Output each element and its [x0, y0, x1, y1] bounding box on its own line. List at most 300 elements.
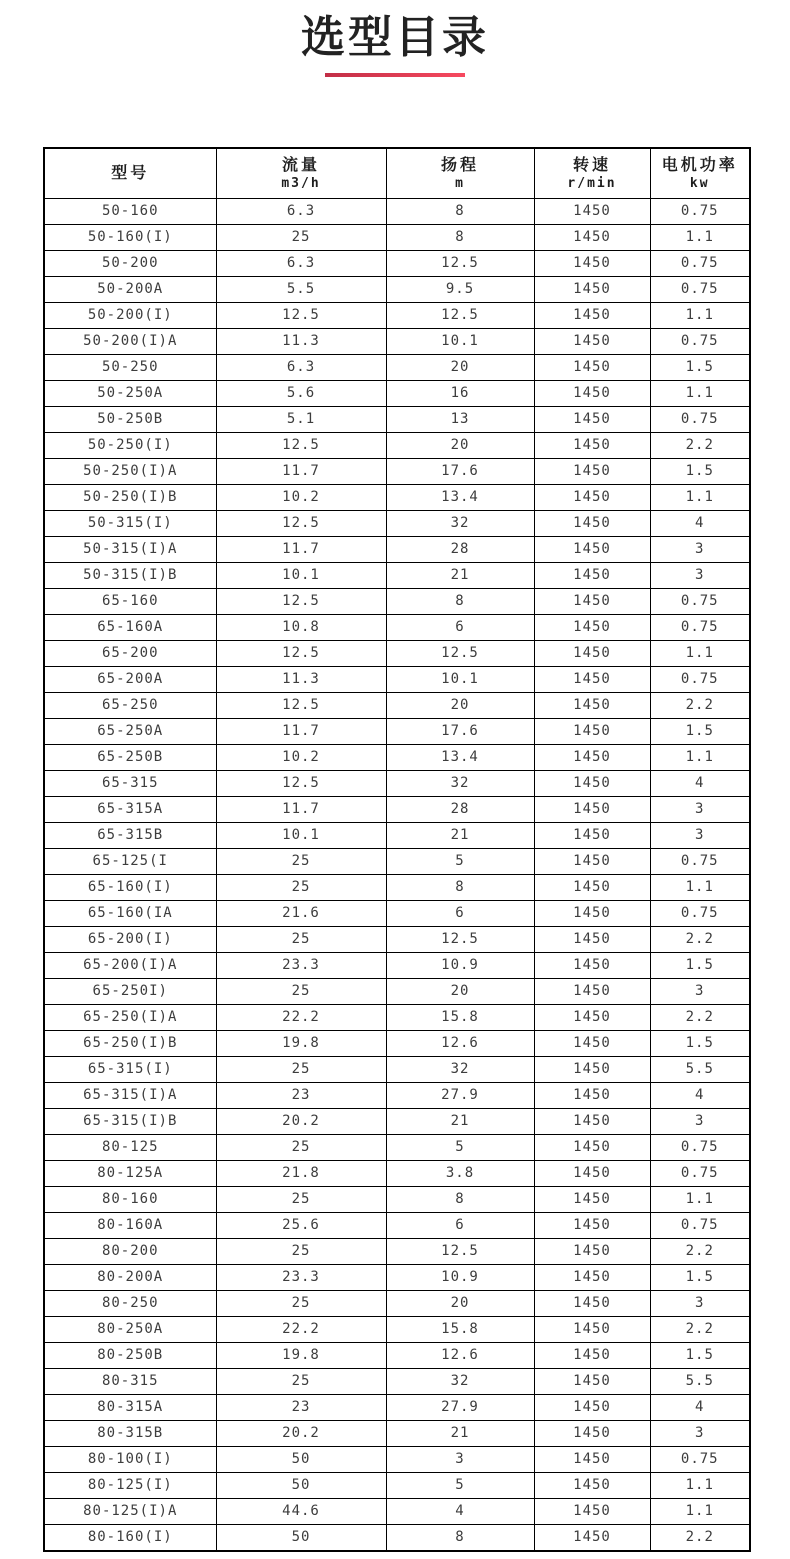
cell-head: 12.5 [386, 1238, 534, 1264]
cell-speed: 1450 [534, 536, 650, 562]
cell-speed: 1450 [534, 510, 650, 536]
table-row [44, 874, 750, 900]
cell-head: 13.4 [386, 744, 534, 770]
cell-head: 3.8 [386, 1160, 534, 1186]
table-row [44, 1238, 750, 1264]
cell-head: 6 [386, 1212, 534, 1238]
cell-flow: 5.5 [216, 276, 386, 302]
cell-flow: 10.2 [216, 484, 386, 510]
cell-flow: 12.5 [216, 432, 386, 458]
table-container [43, 147, 749, 1552]
cell-speed: 1450 [534, 276, 650, 302]
cell-head: 12.5 [386, 640, 534, 666]
cell-flow: 10.8 [216, 614, 386, 640]
cell-flow: 12.5 [216, 510, 386, 536]
cell-flow: 23.3 [216, 952, 386, 978]
cell-speed: 1450 [534, 562, 650, 588]
cell-head: 20 [386, 354, 534, 380]
table-row [44, 1264, 750, 1290]
cell-head: 32 [386, 770, 534, 796]
cell-model: 65-315(I)A [44, 1082, 216, 1108]
table-header-row [44, 148, 750, 199]
cell-power: 1.1 [650, 380, 750, 406]
cell-power: 3 [650, 1290, 750, 1316]
cell-flow: 23.3 [216, 1264, 386, 1290]
cell-head: 21 [386, 1420, 534, 1446]
cell-speed: 1450 [534, 1264, 650, 1290]
cell-power: 0.75 [650, 1134, 750, 1160]
cell-power: 2.2 [650, 1524, 750, 1551]
cell-head: 5 [386, 1472, 534, 1498]
table-row [44, 1524, 750, 1551]
table-row [44, 926, 750, 952]
column-label: 扬程 [440, 154, 479, 174]
cell-speed: 1450 [534, 900, 650, 926]
cell-power: 2.2 [650, 432, 750, 458]
table-row [44, 900, 750, 926]
table-row [44, 484, 750, 510]
cell-flow: 23 [216, 1394, 386, 1420]
cell-head: 20 [386, 692, 534, 718]
cell-head: 10.1 [386, 666, 534, 692]
cell-power: 0.75 [650, 900, 750, 926]
cell-speed: 1450 [534, 1186, 650, 1212]
cell-head: 8 [386, 1524, 534, 1551]
cell-power: 1.5 [650, 718, 750, 744]
table-row [44, 1498, 750, 1524]
cell-speed: 1450 [534, 978, 650, 1004]
cell-power: 0.75 [650, 250, 750, 276]
cell-flow: 10.1 [216, 822, 386, 848]
table-row [44, 978, 750, 1004]
cell-power: 3 [650, 562, 750, 588]
cell-flow: 50 [216, 1472, 386, 1498]
table-row [44, 1446, 750, 1472]
cell-flow: 25 [216, 874, 386, 900]
cell-model: 80-125A [44, 1160, 216, 1186]
cell-speed: 1450 [534, 952, 650, 978]
cell-head: 20 [386, 1290, 534, 1316]
table-row [44, 1212, 750, 1238]
table-row [44, 848, 750, 874]
cell-speed: 1450 [534, 718, 650, 744]
cell-model: 50-315(I) [44, 510, 216, 536]
cell-speed: 1450 [534, 1498, 650, 1524]
cell-head: 21 [386, 1108, 534, 1134]
cell-power: 1.1 [650, 1472, 750, 1498]
table-row [44, 614, 750, 640]
cell-head: 32 [386, 1368, 534, 1394]
cell-flow: 44.6 [216, 1498, 386, 1524]
cell-power: 0.75 [650, 666, 750, 692]
cell-model: 80-200 [44, 1238, 216, 1264]
table-row [44, 640, 750, 666]
cell-model: 65-160(IA [44, 900, 216, 926]
cell-speed: 1450 [534, 640, 650, 666]
cell-head: 32 [386, 1056, 534, 1082]
cell-model: 50-250 [44, 354, 216, 380]
cell-speed: 1450 [534, 302, 650, 328]
cell-model: 65-315 [44, 770, 216, 796]
table-row [44, 952, 750, 978]
cell-model: 80-125 [44, 1134, 216, 1160]
cell-power: 3 [650, 1108, 750, 1134]
cell-model: 80-125(I)A [44, 1498, 216, 1524]
cell-model: 50-315(I)B [44, 562, 216, 588]
cell-speed: 1450 [534, 1446, 650, 1472]
cell-head: 12.5 [386, 250, 534, 276]
cell-head: 10.1 [386, 328, 534, 354]
cell-model: 80-125(I) [44, 1472, 216, 1498]
cell-speed: 1450 [534, 796, 650, 822]
table-row [44, 1290, 750, 1316]
cell-model: 80-100(I) [44, 1446, 216, 1472]
cell-head: 4 [386, 1498, 534, 1524]
cell-model: 50-250(I) [44, 432, 216, 458]
cell-head: 5 [386, 1134, 534, 1160]
cell-flow: 11.7 [216, 458, 386, 484]
cell-speed: 1450 [534, 224, 650, 250]
table-row [44, 796, 750, 822]
cell-head: 13 [386, 406, 534, 432]
cell-head: 10.9 [386, 1264, 534, 1290]
table-row [44, 1030, 750, 1056]
cell-speed: 1450 [534, 614, 650, 640]
cell-speed: 1450 [534, 432, 650, 458]
cell-speed: 1450 [534, 926, 650, 952]
table-row [44, 1160, 750, 1186]
cell-head: 12.5 [386, 926, 534, 952]
cell-flow: 23 [216, 1082, 386, 1108]
cell-head: 6 [386, 900, 534, 926]
cell-speed: 1450 [534, 692, 650, 718]
cell-power: 1.5 [650, 952, 750, 978]
cell-power: 0.75 [650, 328, 750, 354]
cell-head: 16 [386, 380, 534, 406]
cell-head: 32 [386, 510, 534, 536]
cell-power: 2.2 [650, 1004, 750, 1030]
table-row [44, 224, 750, 250]
cell-speed: 1450 [534, 1394, 650, 1420]
cell-flow: 25 [216, 1134, 386, 1160]
cell-head: 28 [386, 536, 534, 562]
cell-flow: 25 [216, 1186, 386, 1212]
cell-head: 8 [386, 1186, 534, 1212]
cell-speed: 1450 [534, 1316, 650, 1342]
cell-model: 80-160 [44, 1186, 216, 1212]
cell-power: 2.2 [650, 692, 750, 718]
cell-flow: 22.2 [216, 1316, 386, 1342]
cell-head: 9.5 [386, 276, 534, 302]
page-title: 选型目录 [301, 12, 489, 63]
cell-power: 4 [650, 1082, 750, 1108]
cell-model: 50-250(I)A [44, 458, 216, 484]
cell-power: 3 [650, 536, 750, 562]
cell-power: 1.1 [650, 1186, 750, 1212]
cell-flow: 25 [216, 1238, 386, 1264]
column-label: 转速 [572, 154, 611, 174]
cell-flow: 5.1 [216, 406, 386, 432]
table-row [44, 822, 750, 848]
cell-flow: 11.7 [216, 796, 386, 822]
cell-power: 1.5 [650, 354, 750, 380]
cell-head: 12.6 [386, 1030, 534, 1056]
cell-head: 8 [386, 198, 534, 224]
cell-head: 15.8 [386, 1004, 534, 1030]
table-row [44, 1420, 750, 1446]
cell-flow: 25 [216, 978, 386, 1004]
cell-flow: 6.3 [216, 354, 386, 380]
table-row [44, 406, 750, 432]
table-row [44, 510, 750, 536]
cell-head: 8 [386, 874, 534, 900]
cell-model: 80-200A [44, 1264, 216, 1290]
cell-flow: 21.6 [216, 900, 386, 926]
cell-power: 1.1 [650, 302, 750, 328]
cell-speed: 1450 [534, 1238, 650, 1264]
cell-flow: 12.5 [216, 692, 386, 718]
cell-flow: 5.6 [216, 380, 386, 406]
table-row [44, 380, 750, 406]
cell-power: 4 [650, 510, 750, 536]
cell-power: 4 [650, 1394, 750, 1420]
cell-model: 80-160A [44, 1212, 216, 1238]
cell-flow: 20.2 [216, 1420, 386, 1446]
cell-speed: 1450 [534, 1030, 650, 1056]
table-row [44, 1004, 750, 1030]
cell-model: 65-200(I)A [44, 952, 216, 978]
column-unit: kw [689, 175, 710, 191]
cell-power: 1.1 [650, 224, 750, 250]
cell-speed: 1450 [534, 1212, 650, 1238]
table-row [44, 666, 750, 692]
cell-flow: 50 [216, 1524, 386, 1551]
cell-power: 0.75 [650, 1212, 750, 1238]
cell-model: 65-200(I) [44, 926, 216, 952]
cell-head: 15.8 [386, 1316, 534, 1342]
cell-head: 12.6 [386, 1342, 534, 1368]
cell-speed: 1450 [534, 1082, 650, 1108]
table-row [44, 1472, 750, 1498]
cell-speed: 1450 [534, 666, 650, 692]
cell-flow: 19.8 [216, 1342, 386, 1368]
column-unit: r/min [567, 175, 617, 191]
cell-flow: 21.8 [216, 1160, 386, 1186]
cell-model: 50-200(I)A [44, 328, 216, 354]
column-label: 电机功率 [661, 154, 738, 174]
cell-flow: 50 [216, 1446, 386, 1472]
cell-head: 17.6 [386, 718, 534, 744]
cell-power: 5.5 [650, 1368, 750, 1394]
cell-speed: 1450 [534, 848, 650, 874]
cell-model: 65-315B [44, 822, 216, 848]
cell-speed: 1450 [534, 874, 650, 900]
cell-speed: 1450 [534, 1160, 650, 1186]
cell-head: 17.6 [386, 458, 534, 484]
cell-model: 50-160(I) [44, 224, 216, 250]
cell-speed: 1450 [534, 588, 650, 614]
cell-power: 3 [650, 1420, 750, 1446]
column-header-model [44, 148, 216, 199]
cell-speed: 1450 [534, 406, 650, 432]
cell-head: 5 [386, 848, 534, 874]
cell-flow: 11.7 [216, 536, 386, 562]
table-row [44, 770, 750, 796]
cell-head: 8 [386, 224, 534, 250]
table-row [44, 718, 750, 744]
cell-model: 50-160 [44, 198, 216, 224]
cell-power: 3 [650, 978, 750, 1004]
table-row [44, 458, 750, 484]
table-row [44, 1056, 750, 1082]
cell-head: 10.9 [386, 952, 534, 978]
cell-power: 1.5 [650, 1342, 750, 1368]
cell-power: 0.75 [650, 276, 750, 302]
cell-head: 20 [386, 978, 534, 1004]
cell-power: 1.5 [650, 1030, 750, 1056]
cell-power: 1.5 [650, 1264, 750, 1290]
cell-model: 65-250(I)A [44, 1004, 216, 1030]
table-row [44, 354, 750, 380]
cell-flow: 22.2 [216, 1004, 386, 1030]
cell-head: 21 [386, 562, 534, 588]
cell-power: 2.2 [650, 926, 750, 952]
cell-power: 1.1 [650, 744, 750, 770]
table-row [44, 1108, 750, 1134]
cell-power: 0.75 [650, 1160, 750, 1186]
cell-speed: 1450 [534, 770, 650, 796]
cell-power: 0.75 [650, 614, 750, 640]
cell-head: 20 [386, 432, 534, 458]
cell-flow: 12.5 [216, 640, 386, 666]
cell-head: 13.4 [386, 484, 534, 510]
cell-flow: 6.3 [216, 198, 386, 224]
table-row [44, 692, 750, 718]
cell-model: 65-125(I [44, 848, 216, 874]
cell-model: 65-200A [44, 666, 216, 692]
cell-speed: 1450 [534, 1524, 650, 1551]
pump-selection-table [43, 147, 751, 1552]
cell-model: 50-200A [44, 276, 216, 302]
cell-flow: 25 [216, 848, 386, 874]
cell-model: 65-160A [44, 614, 216, 640]
cell-power: 1.1 [650, 484, 750, 510]
cell-flow: 10.2 [216, 744, 386, 770]
cell-speed: 1450 [534, 1290, 650, 1316]
table-row [44, 302, 750, 328]
cell-speed: 1450 [534, 1368, 650, 1394]
table-row [44, 276, 750, 302]
cell-model: 80-315B [44, 1420, 216, 1446]
cell-power: 1.1 [650, 640, 750, 666]
column-unit: m3/h [281, 175, 321, 191]
cell-speed: 1450 [534, 1108, 650, 1134]
cell-model: 50-200(I) [44, 302, 216, 328]
cell-power: 2.2 [650, 1316, 750, 1342]
cell-flow: 20.2 [216, 1108, 386, 1134]
cell-speed: 1450 [534, 1004, 650, 1030]
cell-flow: 19.8 [216, 1030, 386, 1056]
column-unit: m [455, 175, 465, 191]
cell-power: 1.5 [650, 458, 750, 484]
cell-head: 8 [386, 588, 534, 614]
table-row [44, 588, 750, 614]
cell-model: 80-160(I) [44, 1524, 216, 1551]
cell-power: 3 [650, 796, 750, 822]
cell-speed: 1450 [534, 380, 650, 406]
cell-speed: 1450 [534, 1056, 650, 1082]
cell-power: 0.75 [650, 588, 750, 614]
table-row [44, 1316, 750, 1342]
table-row [44, 1368, 750, 1394]
cell-model: 50-250B [44, 406, 216, 432]
cell-model: 65-160 [44, 588, 216, 614]
cell-flow: 12.5 [216, 770, 386, 796]
cell-speed: 1450 [534, 328, 650, 354]
column-header-speed [534, 148, 650, 199]
cell-model: 50-250A [44, 380, 216, 406]
cell-head: 21 [386, 822, 534, 848]
table-row [44, 432, 750, 458]
cell-model: 80-315 [44, 1368, 216, 1394]
cell-power: 0.75 [650, 1446, 750, 1472]
cell-model: 65-250 [44, 692, 216, 718]
page-header [0, 0, 790, 77]
cell-model: 65-160(I) [44, 874, 216, 900]
cell-power: 4 [650, 770, 750, 796]
cell-flow: 25 [216, 1368, 386, 1394]
cell-speed: 1450 [534, 354, 650, 380]
cell-power: 1.1 [650, 874, 750, 900]
cell-power: 5.5 [650, 1056, 750, 1082]
cell-power: 0.75 [650, 406, 750, 432]
cell-speed: 1450 [534, 250, 650, 276]
cell-flow: 25 [216, 1290, 386, 1316]
cell-model: 65-250A [44, 718, 216, 744]
column-label: 流量 [281, 154, 320, 174]
cell-head: 27.9 [386, 1394, 534, 1420]
cell-flow: 10.1 [216, 562, 386, 588]
cell-speed: 1450 [534, 1134, 650, 1160]
cell-power: 3 [650, 822, 750, 848]
cell-model: 65-250I) [44, 978, 216, 1004]
cell-power: 2.2 [650, 1238, 750, 1264]
cell-speed: 1450 [534, 1472, 650, 1498]
cell-model: 65-315A [44, 796, 216, 822]
title-accent-bar [325, 73, 465, 77]
cell-model: 65-250(I)B [44, 1030, 216, 1056]
cell-flow: 12.5 [216, 588, 386, 614]
cell-speed: 1450 [534, 744, 650, 770]
cell-speed: 1450 [534, 484, 650, 510]
cell-speed: 1450 [534, 458, 650, 484]
table-row [44, 536, 750, 562]
table-row [44, 250, 750, 276]
cell-model: 80-250 [44, 1290, 216, 1316]
cell-flow: 25 [216, 224, 386, 250]
table-row [44, 198, 750, 224]
cell-head: 12.5 [386, 302, 534, 328]
table-row [44, 1342, 750, 1368]
table-row [44, 328, 750, 354]
table-row [44, 1082, 750, 1108]
cell-power: 0.75 [650, 848, 750, 874]
cell-flow: 12.5 [216, 302, 386, 328]
cell-model: 65-315(I) [44, 1056, 216, 1082]
table-row [44, 562, 750, 588]
cell-model: 65-250B [44, 744, 216, 770]
cell-model: 80-315A [44, 1394, 216, 1420]
